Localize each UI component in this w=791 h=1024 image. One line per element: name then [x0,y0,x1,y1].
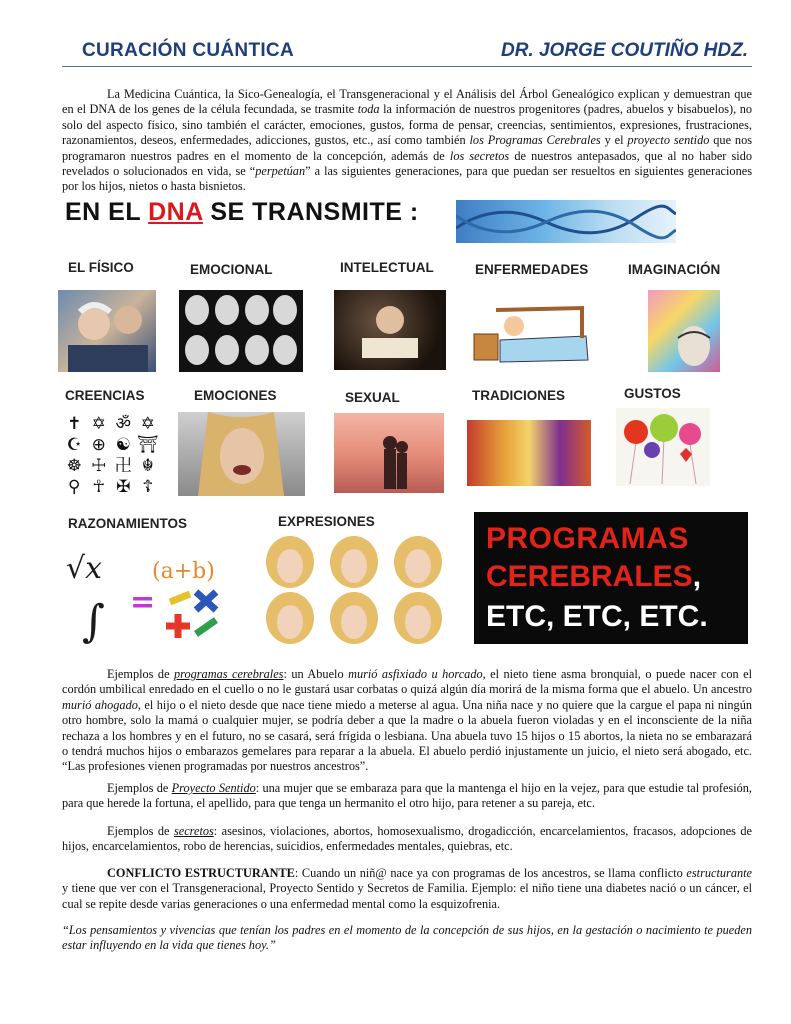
stressed-woman-photo [178,412,305,496]
symbol-icon: ✠ [116,477,131,497]
symbol-icon: ✡ [140,414,155,434]
programas-cerebrales-box [474,512,748,644]
symbol-icon: ⛩ [136,435,159,455]
dna-helix-image [456,200,676,243]
label-intelectual: INTELECTUAL [340,260,434,275]
math-symbols-image [62,540,230,644]
traditions-photo [467,420,591,486]
examples-proyecto-paragraph: Ejemplos de Proyecto Sentido: una mujer que se embaraza para que la mantenga el hijo en la vejez, para que estudie tal profesión, para que herede la fortuna, el apellido, para que tenga un hermanito el otro hijo, para retener a su pareja, etc. [62,781,752,811]
elderly-men-photo [58,290,156,372]
symbol-icon: ⚲ [68,477,81,497]
emotion-masks-photo [179,290,303,372]
label-imaginacion: IMAGINACIÓN [628,262,721,277]
math-root: √x [66,551,103,586]
label-emociones: EMOCIONES [194,388,277,403]
header-title: CURACIÓN CUÁNTICA [82,40,294,61]
label-tradiciones: TRADICIONES [472,388,566,403]
math-integral: ∫ [82,596,105,644]
examples-programs-paragraph: Ejemplos de programas cerebrales: un Abuelo murió asfixiado u horcado, el nieto tiene asma bronquial, o puede nacer con el cordón umbilical enredado en el cuello o no le gustará usar corbatas o quizá algún día morirá de la misma forma que el abuelo. Un ancestro murió ahogado, el hijo o el nieto desde que nace tiene miedo a meterse al agua. Una niña nace y no quiere que la cargue el papa ni ningún otro hombre, solo la mamá o cualquier mujer, se podría deber a que la madre o la abuela fueron violadas y en el inconsciente de la niña rechaza a los hombres y en el futuro, no se casará, será frígida o lesbiana. Una abuela tuvo 15 hijos o 15 abortos, la nieta no se embarazará o tendrá muchos hijos o embarazos gemelares para reparar a la abuela. El abuelo perdió injustamente un juicio, el nieto será abogado, etc. “Las profesiones vienen programadas por nuestros ancestros”. [62,667,752,774]
couple-beach-photo [334,413,444,493]
expressions-faces-image [262,536,446,646]
intro-paragraph: La Medicina Cuántica, la Sico-Genealogía, el Transgeneracional y el Análisis del Árbol Genealógico explican y demuestran que en el DNA de los genes de la célula fecundada, se trasmite toda la información de nuestros progenitores (padres, abuelos y bisabuelos), no solo del aspecto físico, sino también el carácter, emociones, gustos, forma de pensar, creencias, sentimientos, expresiones, frustraciones, razonamientos, deseos, enfermedades, adicciones, gustos, etc., así como también los Programas Cerebrales y el proyecto sentido que nos programaron nuestros padres en el momento de la concepción, además de los secretos de nuestros antepasados, que al no haber sido revelados o solucionados en vida, se “perpetúan” a las siguientes generaciones, para que puedan ser resueltos en siguientes generaciones por los hijos, nietos o hasta bisnietos. [62,87,753,194]
candy-lollipops-image [616,408,710,486]
label-sexual: SEXUAL [345,390,400,405]
label-gustos: GUSTOS [624,386,681,401]
child-reading-photo [334,290,446,370]
examples-secretos-paragraph: Ejemplos de secretos: asesinos, violaciones, abortos, homosexualismo, drogadicción, encarcelamientos, fracasos, adopciones de hijos, encarcelamientos, robo de herencias, suicidios, enfermedades mentales, quiebras, etc. [62,824,752,854]
label-expresiones: EXPRESIONES [278,514,375,529]
header-author: DR. JORGE COUTIÑO HDZ. [500,40,748,61]
math-equals: = [130,585,156,620]
symbol-icon: 卍 [114,456,132,476]
math-ab: (a+b) [152,559,215,584]
etc-line: ETC, ETC, ETC. [486,600,708,633]
label-enfermedades: ENFERMEDADES [475,262,589,277]
imagination-art-image [648,290,720,372]
label-fisico: EL FÍSICO [68,260,134,275]
symbol-icon: ☪ [66,435,82,455]
conflicto-paragraph: CONFLICTO ESTRUCTURANTE: Cuando un niñ@ nace ya con programas de los ancestros, se llama conflicto estructurante y tiene que ver con el Transgeneracional, Proyecto Sentido y Secretos de Familia. Ejemplo: el niño tiene una diabetes nació o un cáncer, el cual se repite desde varias generaciones o una enfermedad mental como la esquizofrenia. [62,866,752,911]
programas-line: PROGRAMAS [486,522,689,555]
symbol-icon: ✡ [91,414,106,434]
symbol-icon: ॐ [115,414,131,434]
symbol-icon: ☬ [141,456,154,476]
cerebrales-line: CEREBRALES, [486,560,702,593]
page-header [62,38,752,67]
symbol-icon: ✝ [67,414,82,434]
symbol-icon: ☯ [115,435,131,455]
symbol-icon: ⊕ [91,435,106,455]
sick-in-bed-illustration [470,290,592,370]
dna-banner: EN EL DNA SE TRANSMITE : [65,198,419,226]
symbol-icon: ☥ [92,477,106,497]
religious-symbols-grid [62,414,160,498]
label-emocional: EMOCIONAL [190,262,273,277]
symbol-icon: ☸ [66,456,82,476]
symbol-icon: ☦ [142,477,154,497]
quote-paragraph: “Los pensamientos y vivencias que tenían los padres en el momento de la concepción de sus hijos, en la gestación o nacimiento te pueden estar influyendo en la vida que tienes hoy.” [62,923,752,953]
label-razonamientos: RAZONAMIENTOS [68,516,188,531]
label-creencias: CREENCIAS [65,388,145,403]
symbol-icon: ☩ [91,456,107,476]
